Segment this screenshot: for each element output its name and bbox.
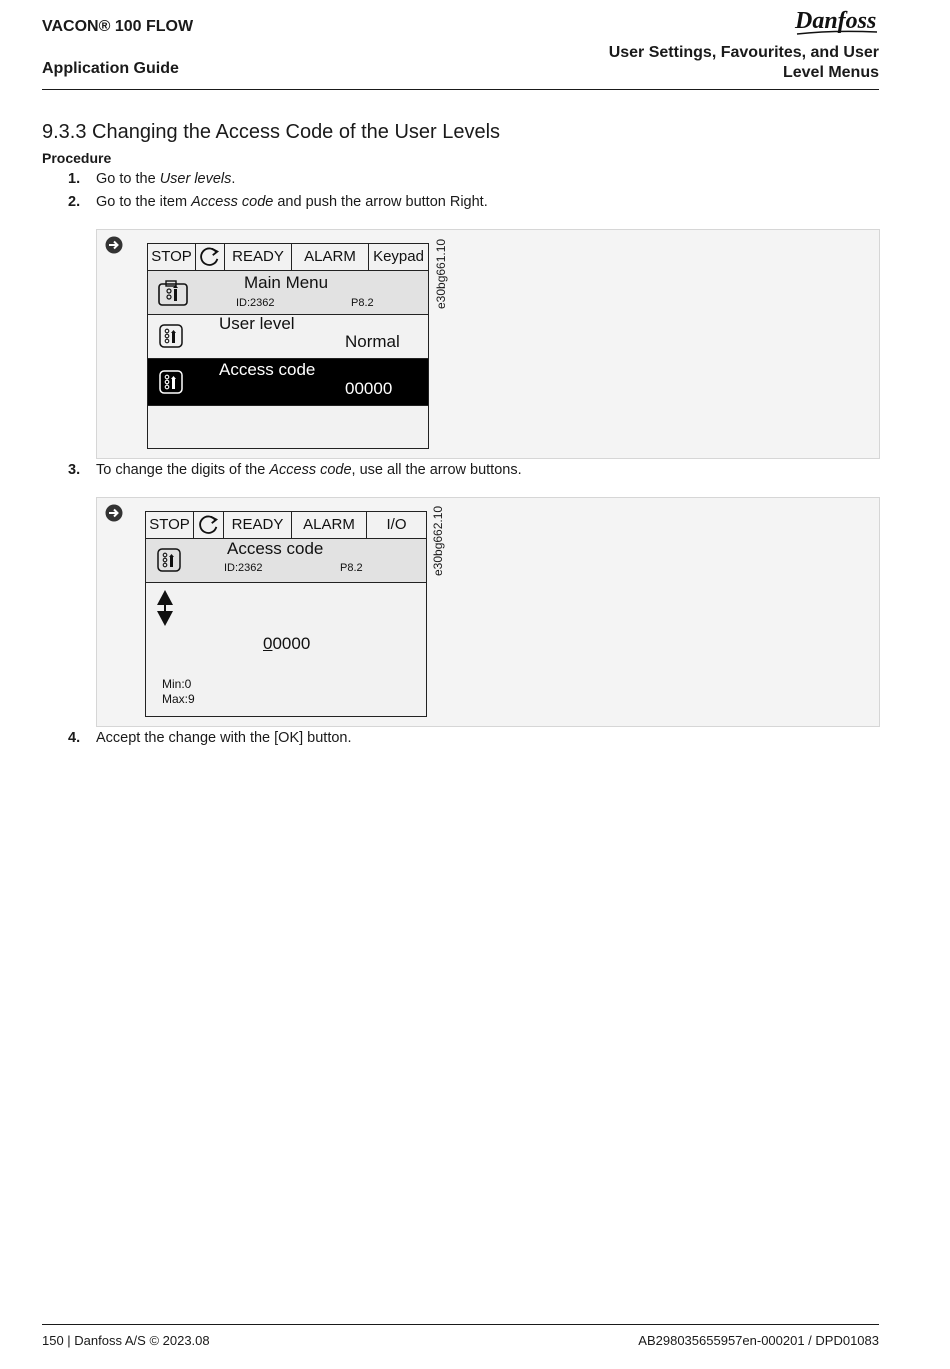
remaining-digits: 0000 [272,634,311,653]
status-alarm: ALARM [292,244,369,270]
min-value: Min:0 [162,677,192,691]
keypad-display-1 [147,243,429,449]
figure-code: e30bg661.10 [434,238,448,309]
footer-page-info: 150 | Danfoss A/S © 2023.08 [42,1333,210,1348]
step-text-pre: Go to the item [96,194,192,210]
status-ready: READY [225,244,292,270]
product-name: VACON® 100 FLOW [42,18,194,35]
footer-rule [42,1324,879,1325]
access-code-edit-value[interactable] [263,634,310,654]
access-code-value: 00000 [345,379,393,398]
danfoss-logo [793,4,879,40]
rotation-icon [194,512,224,538]
header-rule [42,89,879,90]
step-text-em: Access code [269,462,352,478]
status-stop: STOP [148,244,196,270]
step-text-em: User levels [159,171,232,187]
user-level-icon [159,324,183,348]
step-text-post: . [231,171,236,187]
figure-2 [96,497,880,727]
step-number: 2. [68,194,81,210]
arrow-circle-icon [105,236,123,254]
figure-code: e30bg662.10 [431,505,445,576]
section-title [579,43,879,83]
step-number: 1. [68,171,81,187]
step-text-post: and push the arrow button Right. [273,194,488,210]
menu-header [148,271,428,315]
status-bar [146,512,426,539]
up-down-arrow-icon [156,590,174,626]
guide-title: Application Guide [42,60,179,77]
access-code-label: Access code [219,360,316,379]
status-stop: STOP [146,512,194,538]
rotation-icon [196,244,225,270]
user-level-value: Normal [345,332,400,351]
step-number: 3. [68,462,81,478]
menu-id: ID:2362 [236,297,275,309]
status-io: I/O [386,516,407,533]
menu-param: P8.2 [351,297,374,309]
figure-1 [96,229,880,459]
procedure-label: Procedure [42,150,112,166]
menu-item-access-code-selected[interactable] [148,359,428,406]
section-title-line2: Level Menus [782,64,879,81]
section-heading: 9.3.3 Changing the Access Code of the User Levels [42,121,501,143]
parameter-icon [157,548,181,572]
arrow-circle-icon [105,504,123,522]
menu-title: Main Menu [244,273,329,292]
status-alarm: ALARM [292,512,367,538]
parameter-id: ID:2362 [224,562,263,574]
step-number: 4. [68,730,81,746]
step-text-em: Access code [191,194,274,210]
step-text-pre: To change the digits of the [96,462,270,478]
editing-digit: 0 [263,634,273,653]
danfoss-logo-text: Danfoss [795,8,877,34]
menu-item-user-level[interactable] [148,315,428,359]
parameter-header [146,539,426,583]
step-text [96,462,522,478]
menu-folder-icon [157,279,189,307]
status-ready: READY [224,512,292,538]
step-text [96,171,235,187]
step-text-post: , use all the arrow buttons. [351,462,522,478]
keypad-display-2 [145,511,427,717]
parameter-title: Access code [227,539,324,558]
footer-doc-number: AB298035655957en-000201 / DPD01083 [638,1333,879,1348]
step-text [96,194,488,210]
status-keypad: Keypad [373,248,424,265]
section-title-line1: User Settings, Favourites, and User [608,44,879,61]
parameter-number: P8.2 [340,562,363,574]
step-text: Accept the change with the [OK] button. [96,730,352,746]
access-code-icon [159,370,183,394]
status-bar [148,244,428,271]
max-value: Max:9 [162,692,195,706]
step-text-pre: Go to the [96,171,160,187]
user-level-label: User level [219,314,295,333]
